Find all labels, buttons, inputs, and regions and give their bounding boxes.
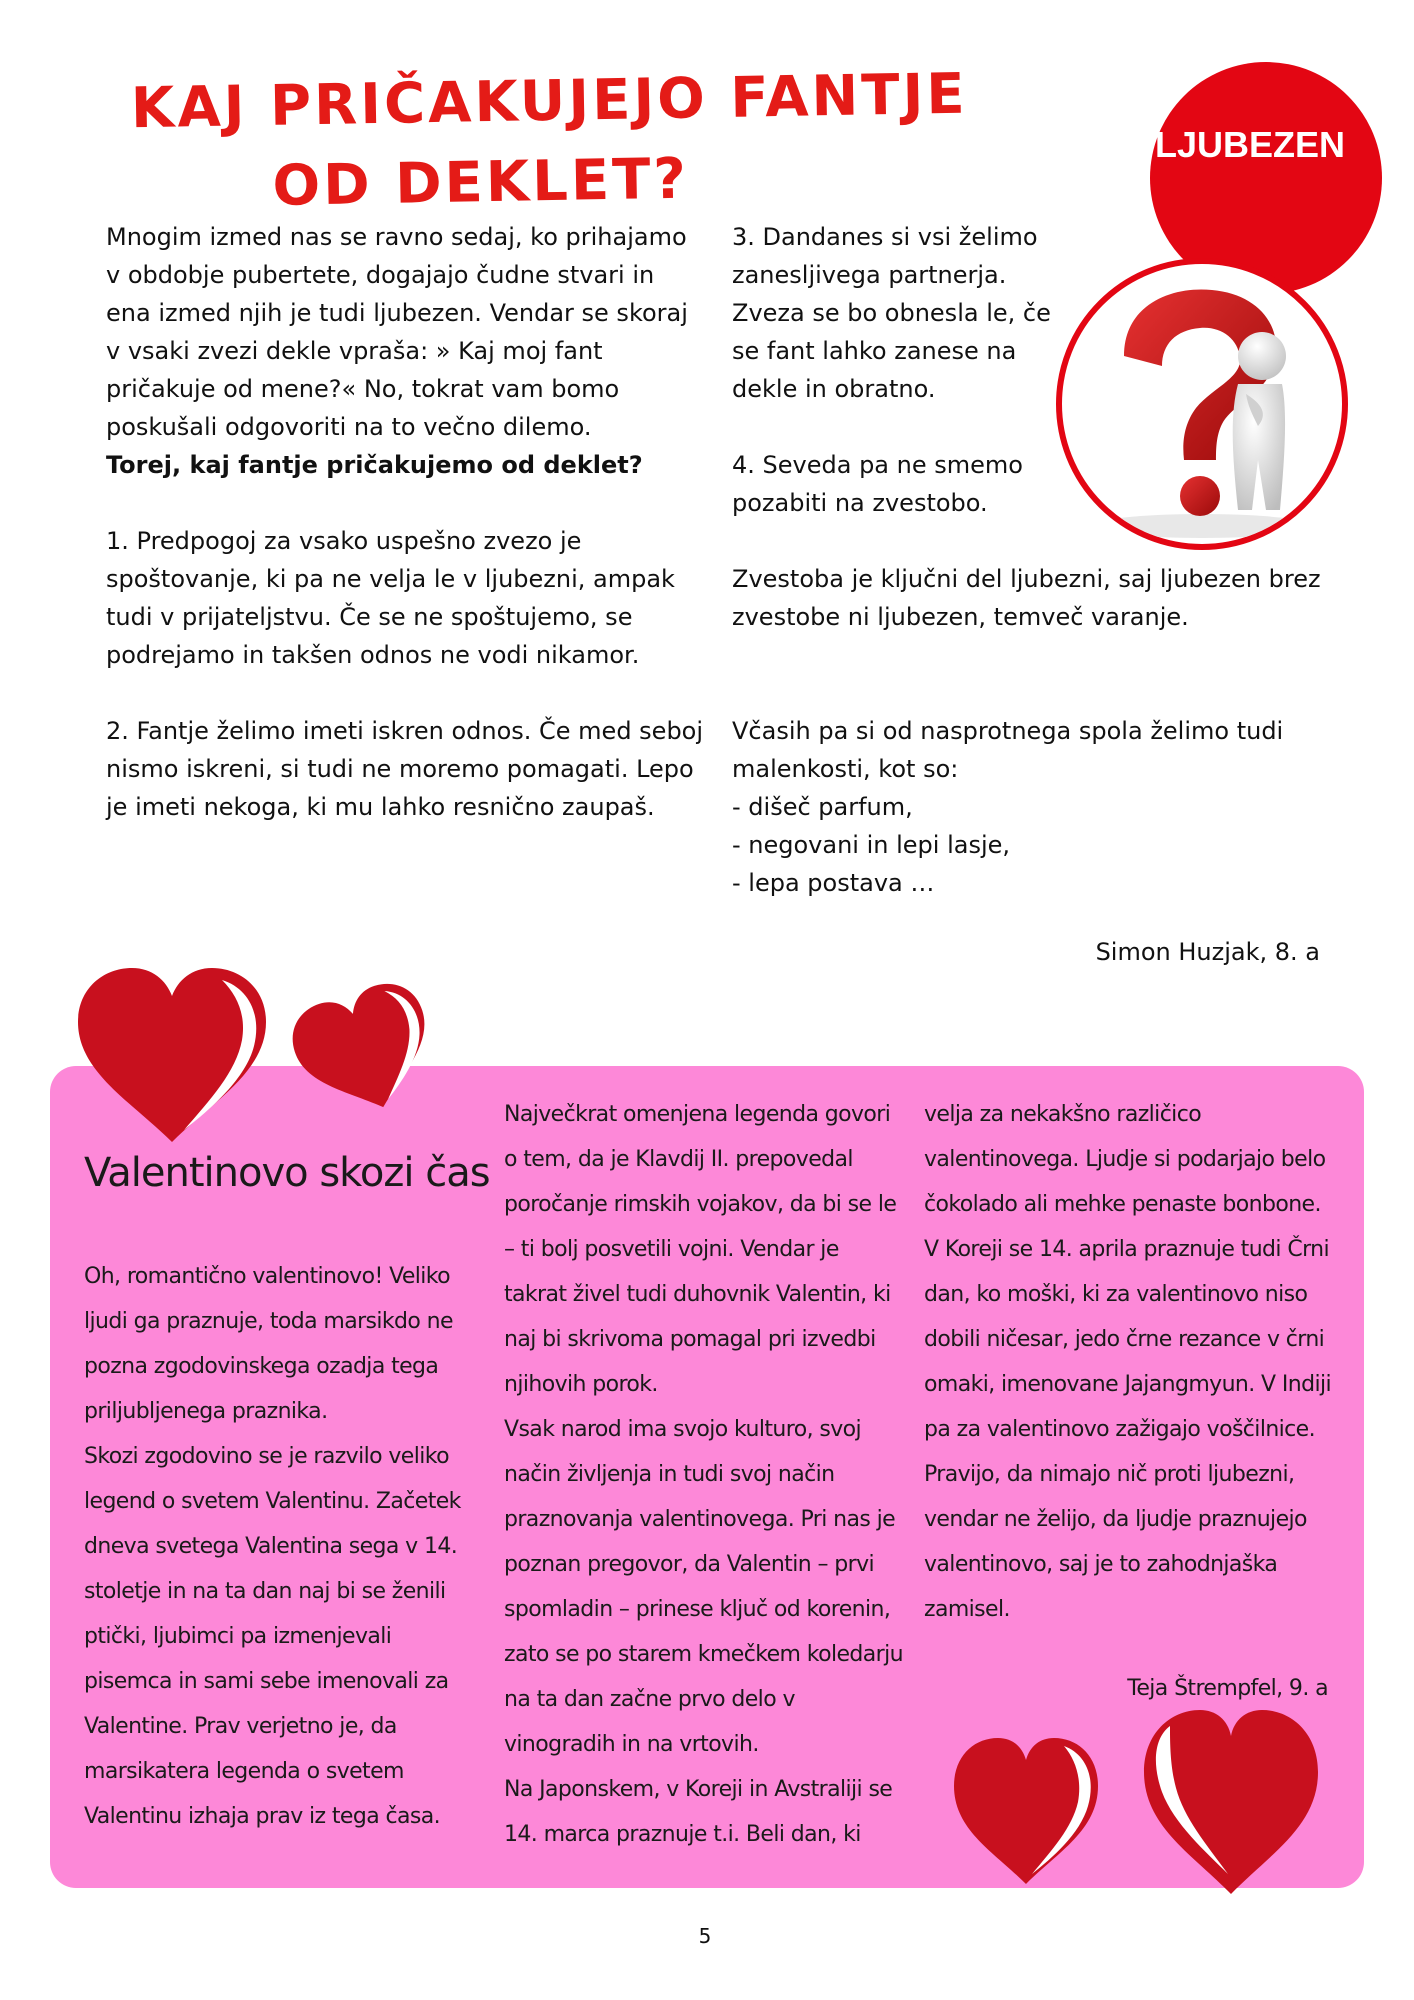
valentine-column-3 <box>924 1092 1334 1632</box>
article-right-column-top <box>732 218 1072 522</box>
valentine-author: Teja Štrempfel, 9. a <box>1127 1676 1328 1701</box>
question-illustration <box>1056 258 1348 550</box>
valentine-paragraph: Največkrat omenjena legenda govori o tem, da je Klavdij II. prepovedal poročanje rimskih vojakov, da bi se le – ti bolj posvetili vojni. Vendar je takrat živel tudi duhovnik Valentin, ki naj bi skrivoma pomagal pri izvedbi njihovih porok. <box>504 1102 897 1397</box>
title-line-2: OD DEKLET? <box>271 146 690 219</box>
heart-icon <box>72 962 272 1152</box>
heart-icon <box>1136 1694 1326 1904</box>
article-question: Torej, kaj fantje pričakujemo od deklet? <box>106 451 643 479</box>
title-line-1: KAJ PRIČAKUJEJO FANTJE <box>130 61 969 142</box>
article-right-column-mid <box>732 560 1342 636</box>
valentine-paragraph: Skozi zgodovino se je razvilo veliko legend o svetem Valentinu. Začetek dneva svetega Valentina sega v 14. stoletje in na ta dan naj bi se ženili ptički, ljubimci pa izmenjevali pisemca in sami sebe imenovali za Valentine. Prav verjetno je, da marsikatera legenda o svetem Valentinu izhaja prav iz tega časa. <box>84 1444 461 1829</box>
article-point-4-intro: 4. Seveda pa ne smemo pozabiti na zvestobo. <box>732 451 1023 517</box>
small-thing-item: - lepa postava … <box>732 869 935 897</box>
valentine-paragraph: Na Japonskem, v Koreji in Avstraliji se 14. marca praznuje t.i. Beli dan, ki <box>504 1777 893 1847</box>
article-point-4-body: Zvestoba je ključni del ljubezni, saj ljubezen brez zvestobe ni ljubezen, temveč varanje. <box>732 565 1321 631</box>
article-left-column <box>106 218 706 826</box>
small-thing-item: - negovani in lepi lasje, <box>732 831 1011 859</box>
small-thing-item: - dišeč parfum, <box>732 793 913 821</box>
article-right-column-bottom <box>732 712 1342 902</box>
valentine-paragraph: Vsak narod ima svojo kulturo, svoj način življenja in tudi svoj način praznovanja valentinovega. Pri nas je poznan pregovor, da Valentin – prvi spomladin – prinese ključ od korenin, zato se po starem kmečkem koledarju na ta dan začne prvo delo v vinogradih in na vrtovih. <box>504 1417 903 1757</box>
heart-icon <box>946 1724 1106 1894</box>
valentine-title: Valentinovo skozi čas <box>84 1150 490 1196</box>
article-title <box>99 54 1002 230</box>
article-point-1: 1. Predpogoj za vsako uspešno zvezo je spoštovanje, ki pa ne velja le v ljubezni, ampak tudi v prijateljstvu. Če se ne spoštujemo, se podrejamo in takšen odnos ne vodi nikamor. <box>106 527 675 669</box>
article-point-2: 2. Fantje želimo imeti iskren odnos. Če med seboj nismo iskreni, si tudi ne moremo pomagati. Lepo je imeti nekoga, ki mu lahko resnično zaupaš. <box>106 717 704 821</box>
valentine-column-2 <box>504 1092 904 1857</box>
valentine-column-1 <box>84 1254 476 1839</box>
small-things-intro: Včasih pa si od nasprotnega spola želimo tudi malenkosti, kot so: <box>732 717 1284 783</box>
heart-icon <box>290 986 440 1116</box>
question-mark-figure-icon <box>1062 264 1342 544</box>
article-intro: Mnogim izmed nas se ravno sedaj, ko prihajamo v obdobje pubertete, dogajajo čudne stvari in ena izmed njih je tudi ljubezen. Vendar se skoraj v vsaki zvezi dekle vpraša: » Kaj moj fant pričakuje od mene?« No, tokrat vam bomo poskušali odgovoriti na to večno dilemo. <box>106 223 688 441</box>
valentine-paragraph: velja za nekakšno različico valentinovega. Ljudje si podarjajo belo čokolado ali mehke penaste bonbone. V Koreji se 14. aprila praznuje tudi Črni dan, ko moški, ki za valentinovo niso dobili ničesar, jedo črne rezance v črni omaki, imenovane Jajangmyun. V Indiji pa za valentinovo zažigajo voščilnice. Pravijo, da nimajo nič proti ljubezni, vendar ne želijo, da ljudje praznujejo valentinovo, saj je to zahodnjaška zamisel. <box>924 1102 1332 1622</box>
article-point-3: 3. Dandanes si vsi želimo zanesljivega partnerja. Zveza se bo obnesla le, če se fant lahko zanese na dekle in obratno. <box>732 223 1051 403</box>
section-badge-label: LJUBEZEN <box>1154 124 1346 165</box>
valentine-paragraph: Oh, romantično valentinovo! Veliko ljudi ga praznuje, toda marsikdo ne pozna zgodovinskega ozadja tega priljubljenega praznika. <box>84 1264 453 1424</box>
article-author: Simon Huzjak, 8. a <box>1095 938 1320 966</box>
page-number: 5 <box>698 1924 712 1948</box>
